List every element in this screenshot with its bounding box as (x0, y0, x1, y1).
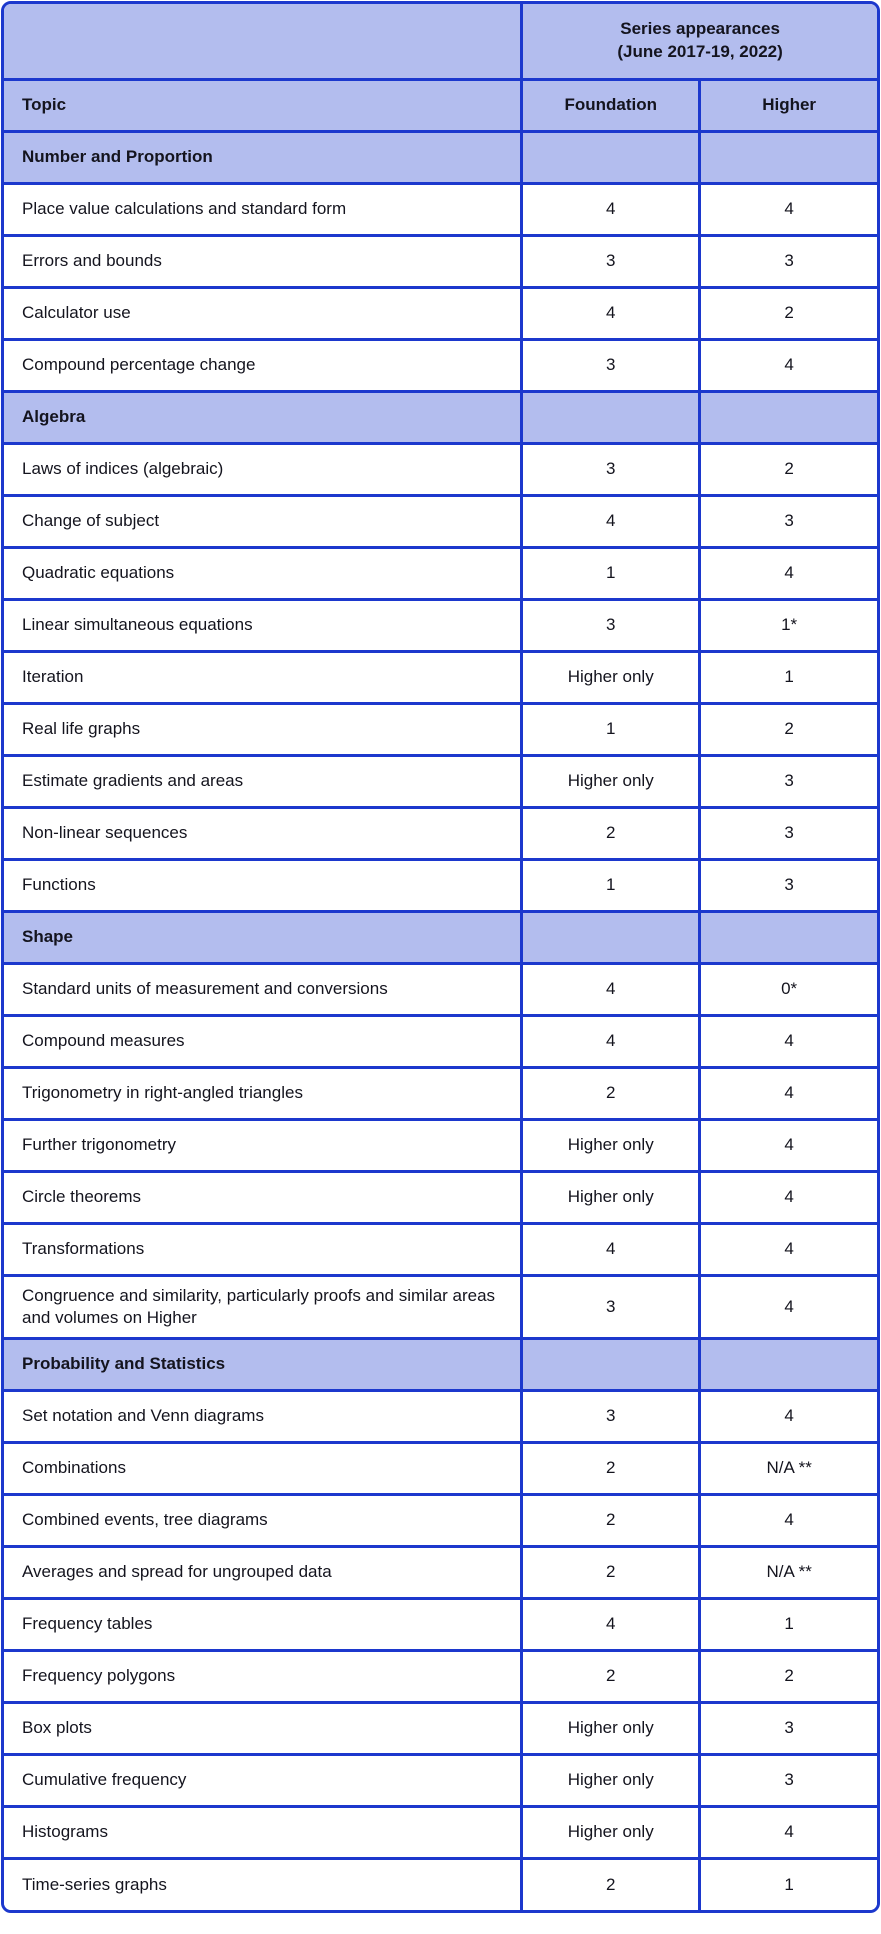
column-header-higher: Higher (700, 79, 877, 131)
topic-cell: Combined events, tree diagrams (4, 1494, 522, 1546)
table-row (4, 1015, 877, 1067)
higher-cell: 4 (700, 1275, 877, 1338)
topic-cell: Circle theorems (4, 1171, 522, 1223)
foundation-cell: Higher only (522, 1702, 700, 1754)
topic-cell: Time-series graphs (4, 1858, 522, 1910)
table-row (4, 287, 877, 339)
foundation-cell: 1 (522, 859, 700, 911)
section-label: Shape (4, 911, 522, 963)
higher-cell: 3 (700, 495, 877, 547)
topic-cell: Further trigonometry (4, 1119, 522, 1171)
table-row (4, 1067, 877, 1119)
table-row (4, 495, 877, 547)
foundation-cell: 4 (522, 1598, 700, 1650)
table-row (4, 963, 877, 1015)
topic-cell: Iteration (4, 651, 522, 703)
topic-cell: Box plots (4, 1702, 522, 1754)
table-row (4, 1494, 877, 1546)
topic-cell: Trigonometry in right-angled triangles (4, 1067, 522, 1119)
topic-cell: Compound percentage change (4, 339, 522, 391)
topic-cell: Averages and spread for ungrouped data (4, 1546, 522, 1598)
table-row (4, 1390, 877, 1442)
higher-cell: 1 (700, 1598, 877, 1650)
section-header-row (4, 131, 877, 183)
foundation-cell: 4 (522, 495, 700, 547)
foundation-cell: 2 (522, 1858, 700, 1910)
column-header-topic: Topic (4, 79, 522, 131)
table-row (4, 1858, 877, 1910)
topic-cell: Congruence and similarity, particularly proofs and similar areas and volumes on Higher (4, 1275, 522, 1338)
section-label: Probability and Statistics (4, 1338, 522, 1390)
foundation-cell: 4 (522, 183, 700, 235)
foundation-cell: 4 (522, 963, 700, 1015)
table-row (4, 1275, 877, 1338)
foundation-cell: 1 (522, 703, 700, 755)
section-empty-foundation-cell (522, 911, 700, 963)
higher-cell: N/A ** (700, 1442, 877, 1494)
higher-cell: 4 (700, 1171, 877, 1223)
higher-cell: 3 (700, 807, 877, 859)
section-empty-higher-cell (700, 911, 877, 963)
higher-cell: 4 (700, 1806, 877, 1858)
topic-cell: Standard units of measurement and conversions (4, 963, 522, 1015)
table-title-row (4, 4, 877, 79)
table-row (4, 1754, 877, 1806)
topic-cell: Non-linear sequences (4, 807, 522, 859)
higher-cell: 2 (700, 703, 877, 755)
table-row (4, 755, 877, 807)
higher-cell: 2 (700, 1650, 877, 1702)
table-row (4, 1442, 877, 1494)
section-empty-foundation-cell (522, 1338, 700, 1390)
higher-cell: 4 (700, 339, 877, 391)
table-row (4, 1598, 877, 1650)
foundation-cell: Higher only (522, 1806, 700, 1858)
table-row (4, 651, 877, 703)
topic-cell: Change of subject (4, 495, 522, 547)
topic-cell: Laws of indices (algebraic) (4, 443, 522, 495)
table-row (4, 1546, 877, 1598)
foundation-cell: 3 (522, 339, 700, 391)
foundation-cell: 3 (522, 599, 700, 651)
topic-cell: Calculator use (4, 287, 522, 339)
topic-cell: Histograms (4, 1806, 522, 1858)
topic-cell: Transformations (4, 1223, 522, 1275)
column-header-row (4, 79, 877, 131)
topic-cell: Frequency tables (4, 1598, 522, 1650)
foundation-cell: 1 (522, 547, 700, 599)
higher-cell: 4 (700, 183, 877, 235)
higher-cell: 2 (700, 287, 877, 339)
section-header-row (4, 391, 877, 443)
higher-cell: 0* (700, 963, 877, 1015)
topic-cell: Place value calculations and standard form (4, 183, 522, 235)
section-label: Number and Proportion (4, 131, 522, 183)
table-row (4, 443, 877, 495)
table-title-line2: (June 2017-19, 2022) (617, 41, 783, 61)
foundation-cell: Higher only (522, 1754, 700, 1806)
higher-cell: 4 (700, 547, 877, 599)
higher-cell: 4 (700, 1015, 877, 1067)
table-row (4, 1119, 877, 1171)
section-empty-higher-cell (700, 1338, 877, 1390)
table-row (4, 859, 877, 911)
higher-cell: 3 (700, 755, 877, 807)
table-row (4, 1806, 877, 1858)
section-header-row (4, 911, 877, 963)
foundation-cell: Higher only (522, 1119, 700, 1171)
table-row (4, 235, 877, 287)
higher-cell: 4 (700, 1390, 877, 1442)
table-row (4, 807, 877, 859)
foundation-cell: 2 (522, 1546, 700, 1598)
topic-cell: Real life graphs (4, 703, 522, 755)
section-empty-foundation-cell (522, 391, 700, 443)
foundation-cell: 2 (522, 1067, 700, 1119)
higher-cell: 3 (700, 235, 877, 287)
topic-cell: Quadratic equations (4, 547, 522, 599)
higher-cell: 3 (700, 859, 877, 911)
topic-cell: Linear simultaneous equations (4, 599, 522, 651)
foundation-cell: 4 (522, 287, 700, 339)
topic-cell: Cumulative frequency (4, 1754, 522, 1806)
title-row-empty-cell (4, 4, 522, 79)
foundation-cell: 2 (522, 1494, 700, 1546)
foundation-cell: Higher only (522, 1171, 700, 1223)
higher-cell: 3 (700, 1754, 877, 1806)
foundation-cell: 2 (522, 1650, 700, 1702)
higher-cell: 4 (700, 1119, 877, 1171)
section-empty-higher-cell (700, 131, 877, 183)
topic-cell: Errors and bounds (4, 235, 522, 287)
topic-cell: Combinations (4, 1442, 522, 1494)
table-row (4, 703, 877, 755)
table-row (4, 599, 877, 651)
foundation-cell: 3 (522, 235, 700, 287)
foundation-cell: 4 (522, 1223, 700, 1275)
table-row (4, 339, 877, 391)
table-row (4, 1702, 877, 1754)
topic-cell: Functions (4, 859, 522, 911)
higher-cell: 2 (700, 443, 877, 495)
section-header-row (4, 1338, 877, 1390)
table-title-line1: Series appearances (620, 18, 780, 38)
section-empty-foundation-cell (522, 131, 700, 183)
higher-cell: 4 (700, 1067, 877, 1119)
higher-cell: 1 (700, 1858, 877, 1910)
higher-cell: 4 (700, 1223, 877, 1275)
table-row (4, 547, 877, 599)
foundation-cell: 3 (522, 1275, 700, 1338)
higher-cell: 4 (700, 1494, 877, 1546)
topic-appearances-table (4, 4, 877, 1910)
foundation-cell: 3 (522, 1390, 700, 1442)
higher-cell: 3 (700, 1702, 877, 1754)
table-row (4, 1171, 877, 1223)
foundation-cell: 3 (522, 443, 700, 495)
section-empty-higher-cell (700, 391, 877, 443)
higher-cell: 1* (700, 599, 877, 651)
foundation-cell: 2 (522, 1442, 700, 1494)
topic-cell: Compound measures (4, 1015, 522, 1067)
topic-appearances-table-frame (1, 1, 880, 1913)
table-row (4, 183, 877, 235)
table-title-cell (522, 4, 877, 79)
foundation-cell: Higher only (522, 755, 700, 807)
higher-cell: 1 (700, 651, 877, 703)
topic-cell: Estimate gradients and areas (4, 755, 522, 807)
column-header-foundation: Foundation (522, 79, 700, 131)
foundation-cell: 4 (522, 1015, 700, 1067)
higher-cell: N/A ** (700, 1546, 877, 1598)
section-label: Algebra (4, 391, 522, 443)
foundation-cell: 2 (522, 807, 700, 859)
topic-cell: Set notation and Venn diagrams (4, 1390, 522, 1442)
foundation-cell: Higher only (522, 651, 700, 703)
table-row (4, 1650, 877, 1702)
table-row (4, 1223, 877, 1275)
topic-cell: Frequency polygons (4, 1650, 522, 1702)
